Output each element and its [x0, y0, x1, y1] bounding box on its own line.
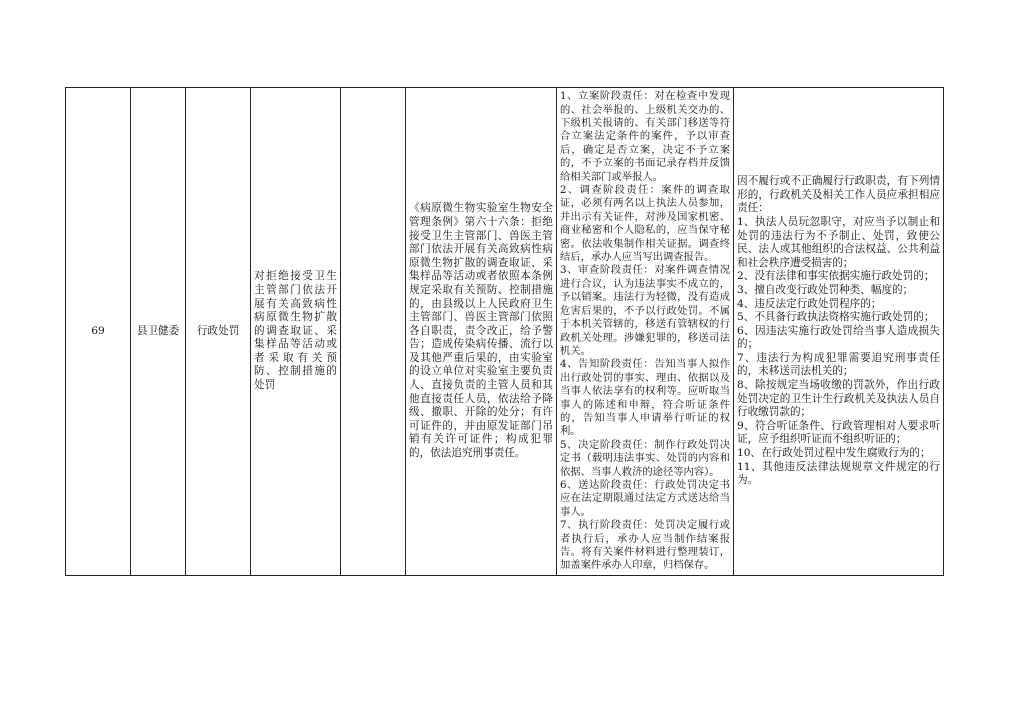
- category-cell: [186, 88, 251, 576]
- department-name: 县卫健委: [136, 324, 180, 337]
- item-name: 对拒绝接受卫生主管部门依法开展有关高致病性病原微生物扩散的调查取证、采集样品等活动或者采取有关预防、控制措施的处罚: [254, 270, 337, 392]
- sub-item-cell: [341, 88, 406, 576]
- row-seq-cell: [66, 88, 131, 576]
- power-category: 行政处罚: [196, 324, 240, 337]
- table-row: [66, 88, 944, 576]
- power-list-table: [65, 87, 944, 576]
- item-name-cell: [251, 88, 341, 576]
- legal-basis: 《病原微生物实验室生物安全管理条例》第六十六条：拒绝接受卫生主管部门、兽医主管部门依法开展有关高致病性病原微生物扩散的调查取证、采集样品等活动或者依照本条例规定采取有关预防、控制措施的，由县级以上人民政府卫生主管部门、兽医主管部门依照各自职责，责令改正，给予警告；造成传染病传播、流行以及其他严重后果的，由实验室的设立单位对实验室主要负责人、直接负责的主管人员和其他直接责任人员，依法给予降级、撤职、开除的处分；有许可证件的，并由原发证部门吊销有关许可证件；构成犯罪的，依法追究刑事责任。: [409, 202, 553, 460]
- responsibility-cell: [557, 88, 734, 576]
- department-cell: [131, 88, 186, 576]
- row-seq: 69: [91, 324, 105, 337]
- responsibility-items: 1、立案阶段责任：对在检查中发现的、社会举报的、上级机关交办的、下级机关报请的、有关部门移送等符合立案法定条件的案件，予以审查后，确定是否立案，决定不予立案的，不予立案的书面记录存档并反馈给相关部门或举报人。 2、调查阶段责任：案件的调查取证，必须有两名以上执法人员参加，并出示有关证件，对涉及国家机密、商业秘密和个人隐私的，应当保守秘密。依法收集制作相关证据。调查终结后，承办人应当写出调查报告。 3、审查阶段责任：对案件调查情况进行合议，认为违法事实不成立的，予以销案。违法行为轻微，没有造成危害后果的，不予以行政处罚。不属于本机关管辖的，移送有管辖权的行政机关处理。涉嫌犯罪的，移送司法机关。 4、告知阶段责任：告知当事人拟作出行政处罚的事实、理由、依据以及当事人依法享有的权利等。应听取当事人的陈述和申辩，符合听证条件的，告知当事人申请举行听证的权利。 5、决定阶段责任：制作行政处罚决定书（载明违法事实、处罚的内容和依据、当事人救济的途径等内容）。 6、送达阶段责任：行政处罚决定书应在法定期限通过法定方式送达给当事人。 7、执行阶段责任：处罚决定履行或者执行后，承办人应当制作结案报告。将有关案件材料进行整理装订，加盖案件承办人印章，归档保存。: [560, 90, 730, 572]
- accountability-items: 因不履行或不正确履行行政职责，有下列情形的，行政机关及相关工作人员应承担相应责任： 1、执法人员玩忽职守，对应当予以制止和处罚的违法行为不予制止、处罚，致使公民、法人或其他组织的合法权益、公共利益和社会秩序遭受损害的； 2、没有法律和事实依据实施行政处罚的； 3、擅自改变行政处罚种类、幅度的； 4、违反法定行政处罚程序的； 5、不具备行政执法资格实施行政处罚的； 6、因违法实施行政处罚给当事人造成损失的； 7、违法行为构成犯罪需要追究刑事责任的，未移送司法机关的； 8、除按规定当场收缴的罚款外，作出行政处罚决定的卫生计生行政机关及执法人员自行收缴罚款的； 9、符合听证条件、行政管理相对人要求听证，应予组织听证而不组织听证的； 10、在行政处罚过程中发生腐败行为的； 11、其他违反法律法规规章文件规定的行为。: [737, 175, 940, 487]
- legal-basis-cell: [406, 88, 557, 576]
- accountability-cell: [734, 88, 944, 576]
